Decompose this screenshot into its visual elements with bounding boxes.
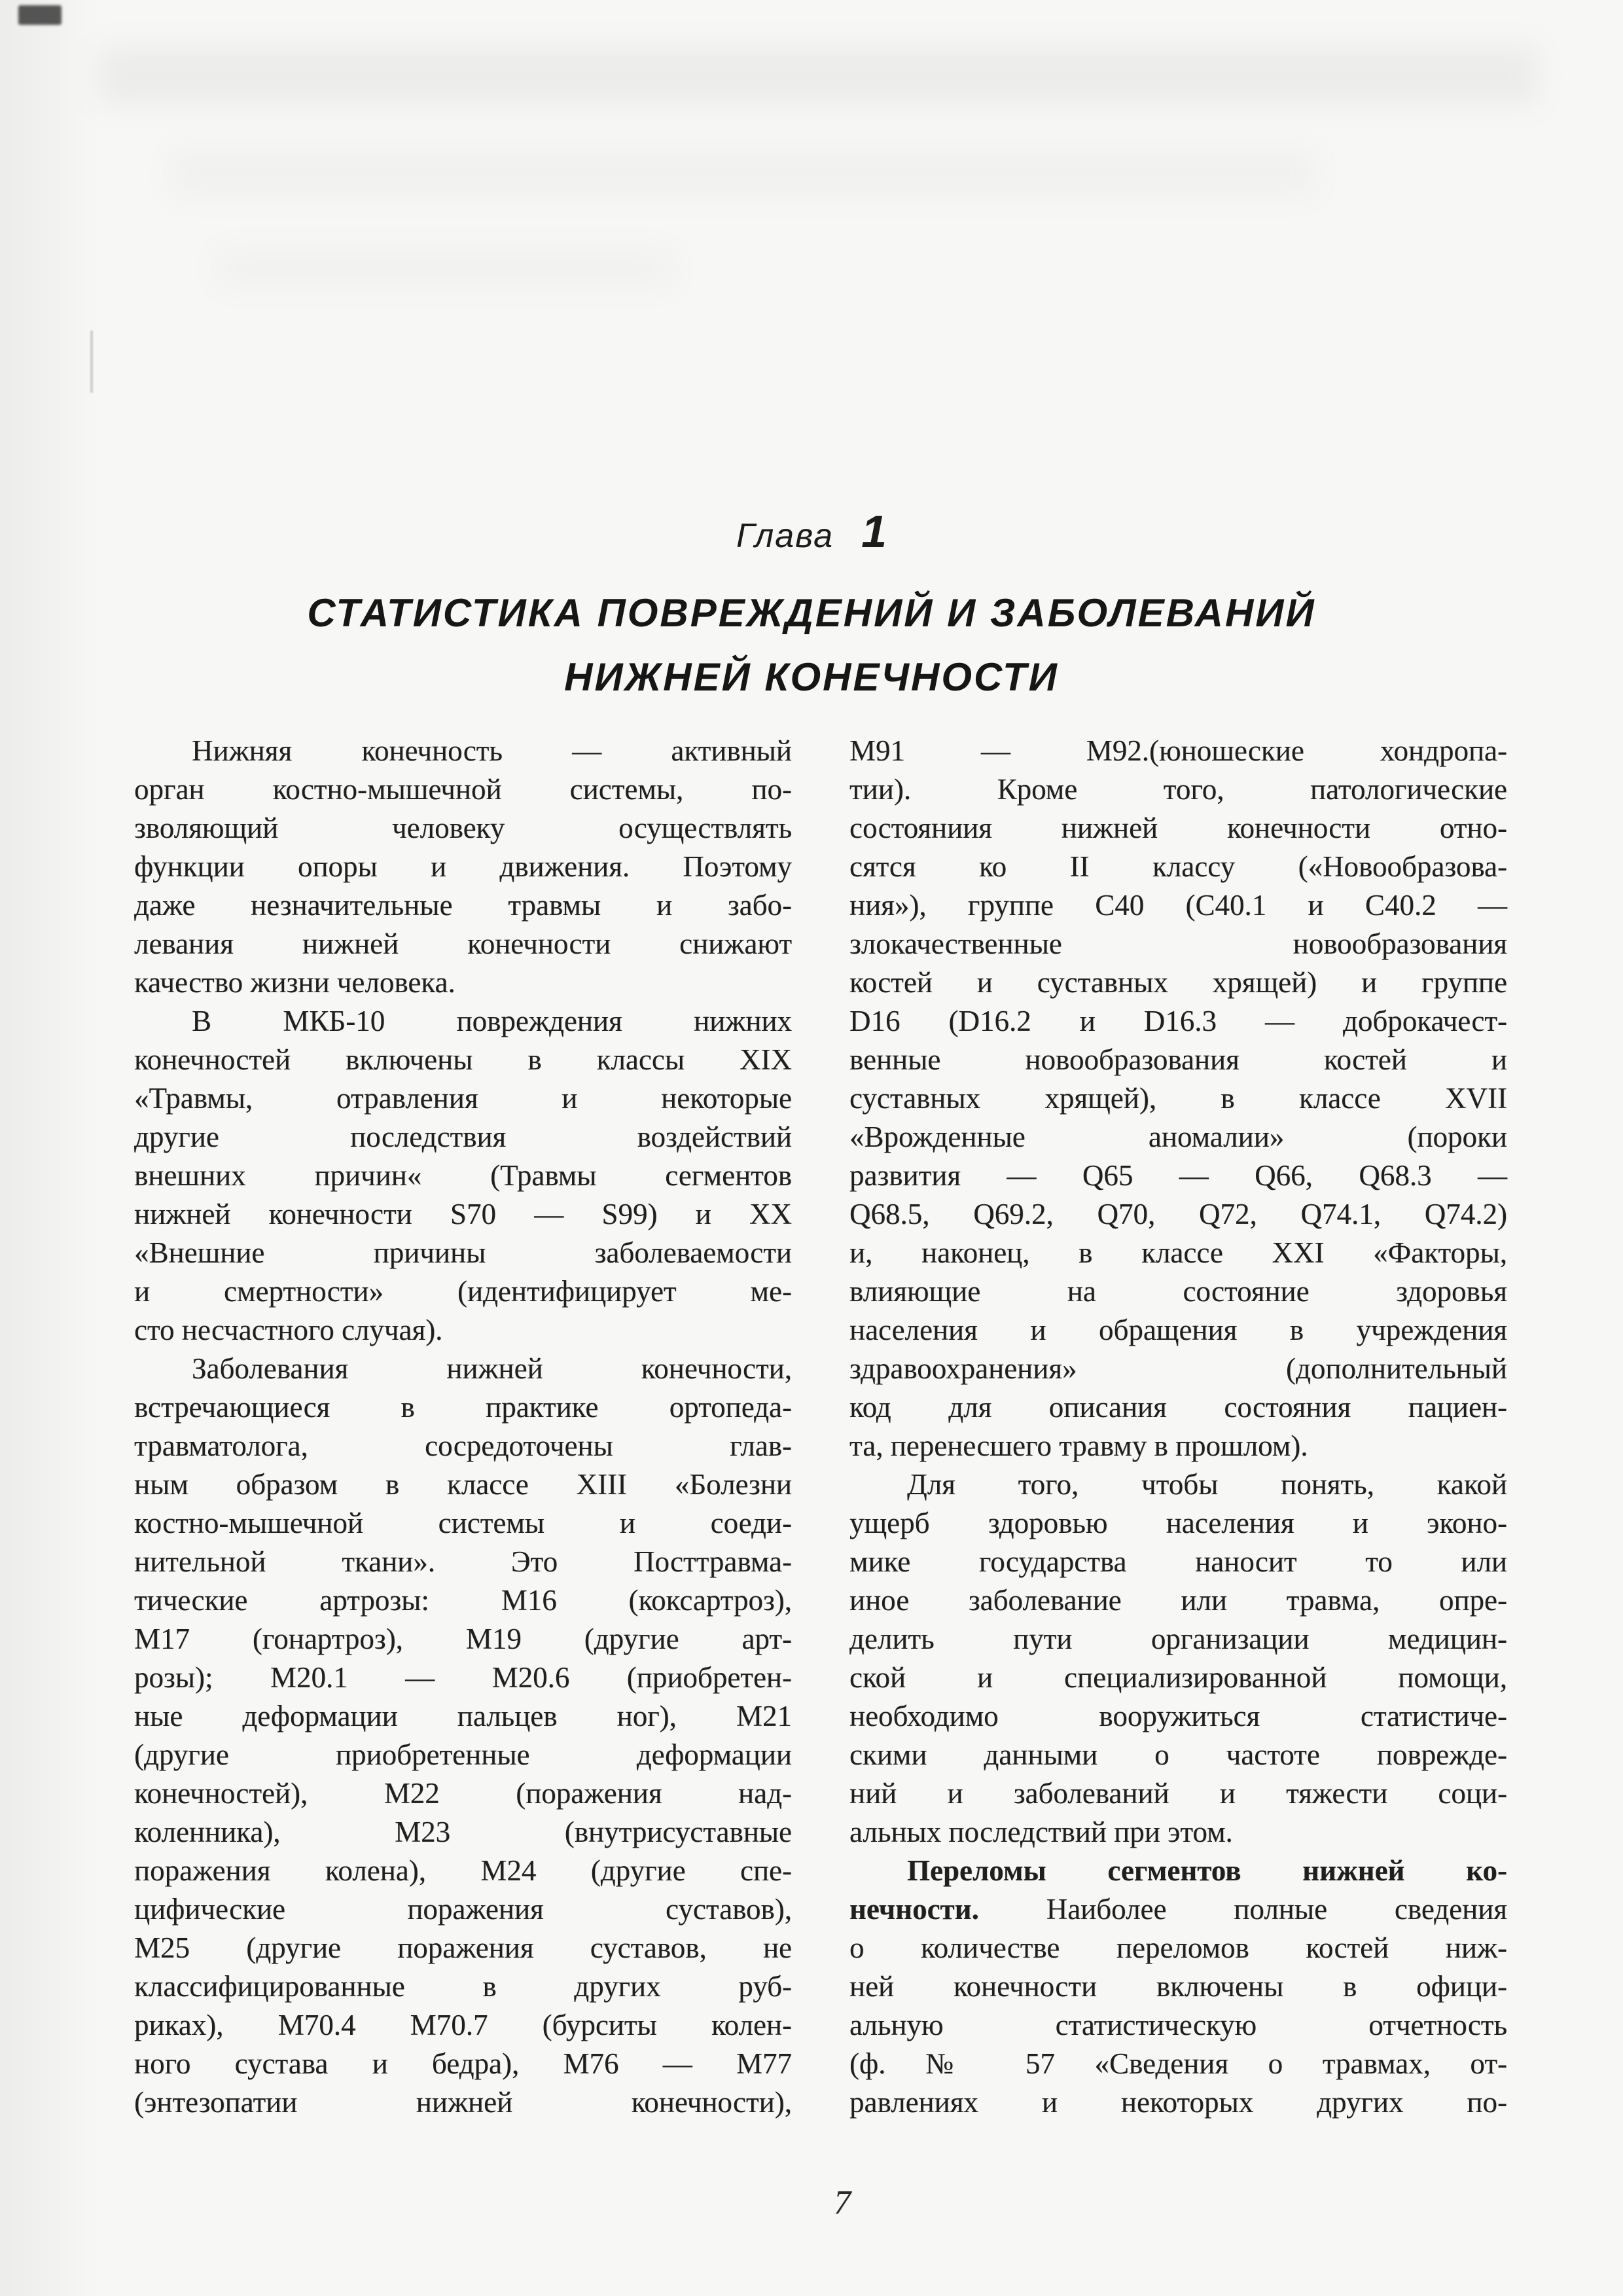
text-line: нижней конечности S70 — S99) и XX [134, 1198, 792, 1230]
text-line: населения и обращения в учреждения [849, 1314, 1507, 1346]
text-line: Переломы сегментов нижней ко- [907, 1854, 1507, 1887]
text-line: ущерб здоровью населения и эконо- [849, 1507, 1507, 1539]
text-line: «Внешние причины заболеваемости [134, 1236, 792, 1269]
text-line: костей и суставных хрящей) и группе [849, 966, 1507, 999]
text-line: костно-мышечной системы и соеди- [134, 1507, 792, 1539]
text-line: Для того, чтобы понять, какой [907, 1468, 1507, 1501]
text-line: тии). Кроме того, патологические [849, 773, 1507, 806]
text-line: ний и заболеваний и тяжести соци- [849, 1777, 1507, 1810]
text-line: ской и специализированной помощи, [849, 1661, 1507, 1694]
text-line: злокачественные новообразования [849, 927, 1507, 960]
bold-run-in-heading: нечности. [849, 1893, 979, 1926]
text-line: та, перенесшего травму в прошлом). [849, 1429, 1308, 1462]
text-line: D16 (D16.2 и D16.3 — доброкачест- [849, 1005, 1507, 1037]
text-line: суставных хрящей), в классе XVII [849, 1082, 1507, 1115]
text-line: конечностей включены в классы XIX [134, 1043, 792, 1076]
text-line: травматолога, сосредоточены глав- [134, 1429, 792, 1462]
text-line: и, наконец, в классе XXI «Факторы, [849, 1236, 1507, 1269]
scan-bleedthrough-smudge [216, 249, 674, 288]
text-line: ного сустава и бедра), М76 — М77 [134, 2047, 792, 2080]
text-line: «Травмы, отравления и некоторые [134, 1082, 792, 1115]
text-line: цифические поражения суставов), [134, 1893, 792, 1926]
text-line: альную статистическую отчетность [849, 2009, 1507, 2041]
text-line: риках), М70.4 М70.7 (бурситы колен- [134, 2009, 792, 2041]
text-line: М17 (гонартроз), М19 (другие арт- [134, 1623, 792, 1655]
text-line: равлениях и некоторых других по- [849, 2086, 1507, 2119]
text-line: классифицированные в других руб- [134, 1970, 792, 2003]
text-line: и смертности» (идентифицирует ме- [134, 1275, 792, 1308]
scan-bleedthrough-smudge [170, 151, 1315, 196]
text-line: код для описания состояния пациен- [849, 1391, 1507, 1424]
text-line: В МКБ-10 повреждения нижних [192, 1005, 792, 1037]
text-line: зволяющий человеку осуществлять [134, 812, 792, 844]
text-line: поражения колена), М24 (другие спе- [134, 1854, 792, 1887]
text-line: даже незначительные травмы и забо- [134, 889, 792, 922]
text-line: мике государства наносит то или [849, 1545, 1507, 1578]
text-line: Q68.5, Q69.2, Q70, Q72, Q74.1, Q74.2) [849, 1198, 1507, 1230]
text-line: нечности. Наиболее полные сведения [849, 1893, 1507, 1926]
text-line: венные новообразования костей и [849, 1043, 1507, 1076]
text-line: состояниия нижней конечности отно- [849, 812, 1507, 844]
text-line: розы); М20.1 — М20.6 (приобретен- [134, 1661, 792, 1694]
scan-speck [90, 331, 93, 393]
text-line: функции опоры и движения. Поэтому [134, 850, 792, 883]
chapter-label: Глава [736, 517, 834, 555]
scan-gutter-shadow [0, 0, 98, 2296]
text-line: тические артрозы: М16 (коксартроз), [134, 1584, 792, 1617]
text-line: развития — Q65 — Q66, Q68.3 — [849, 1159, 1507, 1192]
text-line: «Врожденные аномалии» (пороки [849, 1121, 1507, 1153]
text-line: М91 — М92.(юношеские хондропа- [849, 734, 1507, 767]
text-line: внешних причин« (Травмы сегментов [134, 1159, 792, 1192]
text-line: необходимо вооружиться статистиче- [849, 1700, 1507, 1732]
text-line: (другие приобретенные деформации [134, 1738, 792, 1771]
chapter-heading [0, 505, 1623, 558]
text-line: конечностей), М22 (поражения над- [134, 1777, 792, 1810]
text-line: сятся ко II классу («Новообразова- [849, 850, 1507, 883]
text-line: ней конечности включены в офици- [849, 1970, 1507, 2003]
text-line: ния»), группе С40 (С40.1 и С40.2 — [849, 889, 1507, 922]
scan-corner-mark [18, 5, 62, 25]
page-title-line1: СТАТИСТИКА ПОВРЕЖДЕНИЙ И ЗАБОЛЕВАНИЙ [307, 591, 1316, 635]
page-title [0, 581, 1623, 709]
text-line: другие последствия воздействий [134, 1121, 792, 1153]
text-line: орган костно-мышечной системы, по- [134, 773, 792, 806]
text-line: влияющие на состояние здоровья [849, 1275, 1507, 1308]
text-line: качество жизни человека. [134, 966, 455, 999]
text-columns [134, 732, 1507, 2122]
text-line: скими данными о частоте поврежде- [849, 1738, 1507, 1771]
text-line: Заболевания нижней конечности, [192, 1352, 792, 1385]
text-line: М25 (другие поражения суставов, не [134, 1931, 792, 1964]
text-line: Нижняя конечность — активный [192, 734, 792, 767]
scan-bleedthrough-smudge [98, 46, 1538, 105]
page-number: 7 [834, 2184, 851, 2221]
text-line: (энтезопатии нижней конечности), [134, 2086, 792, 2119]
text-line: коленника), М23 (внутрисуставные [134, 1816, 792, 1848]
text-line: альных последствий при этом. [849, 1816, 1233, 1848]
text-line: нительной ткани». Это Посттравма- [134, 1545, 792, 1578]
text-line: ные деформации пальцев ног), М21 [134, 1700, 792, 1732]
text-line: иное заболевание или травма, опре- [849, 1584, 1507, 1617]
text-line: делить пути организации медицин- [849, 1623, 1507, 1655]
text-line: сто несчастного случая). [134, 1314, 443, 1346]
column-left [134, 732, 792, 2122]
text-line: здравоохранения» (дополнительный [849, 1352, 1507, 1385]
text-line: левания нижней конечности снижают [134, 927, 792, 960]
chapter-number: 1 [861, 506, 887, 557]
text-line: встречающиеся в практике ортопеда- [134, 1391, 792, 1424]
column-right [849, 732, 1507, 2122]
page-title-line2: НИЖНЕЙ КОНЕЧНОСТИ [564, 655, 1059, 699]
text-line: ным образом в классе XIII «Болезни [134, 1468, 792, 1501]
text-line: (ф. № 57 «Сведения о травмах, от- [849, 2047, 1507, 2080]
text-line: о количестве переломов костей ниж- [849, 1931, 1507, 1964]
